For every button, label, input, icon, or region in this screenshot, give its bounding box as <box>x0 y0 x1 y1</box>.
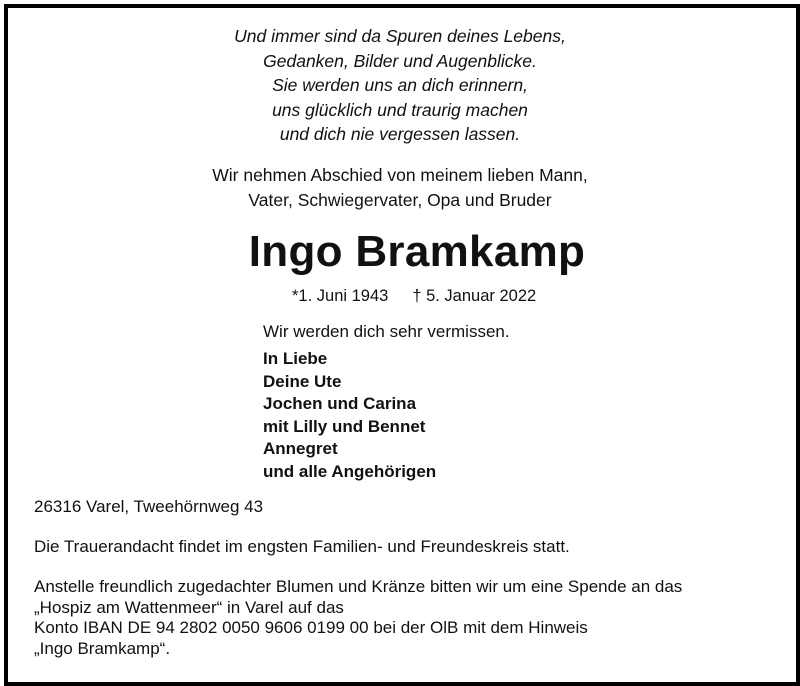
donation-line: „Ingo Bramkamp“. <box>34 638 171 658</box>
donation-line: Anstelle freundlich zugedachter Blumen und Kränze bitten wir um eine Spende an das <box>34 577 683 596</box>
address: 26316 Varel, Tweehörnweg 43 <box>34 497 264 516</box>
service-note: Die Trauerandacht findet im engsten Familien- und Freundeskreis statt. <box>34 537 570 556</box>
family-line: mit Lilly und Bennet <box>263 416 426 436</box>
memorial-poem <box>0 24 800 147</box>
poem-line: Sie werden uns an dich erinnern, <box>272 75 528 95</box>
family-line: In Liebe <box>263 349 328 368</box>
donation-note <box>34 577 682 659</box>
death-date: † 5. Januar 2022 <box>412 287 537 305</box>
family-line: Jochen und Carina <box>263 394 417 413</box>
deceased-name: Ingo Bramkamp <box>248 227 586 276</box>
family-line: Deine Ute <box>263 371 342 391</box>
poem-line: Gedanken, Bilder und Augenblicke. <box>263 50 537 71</box>
intro-line: Wir nehmen Abschied von meinem lieben Mann, <box>212 165 588 185</box>
miss-line: Wir werden dich sehr vermissen. <box>263 322 510 341</box>
family-line: Annegret <box>263 439 338 458</box>
donation-line: „Hospiz am Wattenmeer“ in Varel auf das <box>34 597 344 617</box>
poem-line: uns glücklich und traurig machen <box>272 99 528 120</box>
birth-date: *1. Juni 1943 <box>292 287 389 305</box>
donation-line: Konto IBAN DE 94 2802 0050 9606 0199 00 bei der OlB mit dem Hinweis <box>34 618 588 637</box>
poem-line: Und immer sind da Spuren deines Lebens, <box>234 26 566 46</box>
intro-line: Vater, Schwiegervater, Opa und Bruder <box>248 190 552 210</box>
family-signatures <box>263 348 436 483</box>
farewell-intro <box>0 163 800 213</box>
life-dates <box>292 285 536 307</box>
poem-line: und dich nie vergessen lassen. <box>279 124 521 144</box>
family-line: und alle Angehörigen <box>263 461 437 481</box>
